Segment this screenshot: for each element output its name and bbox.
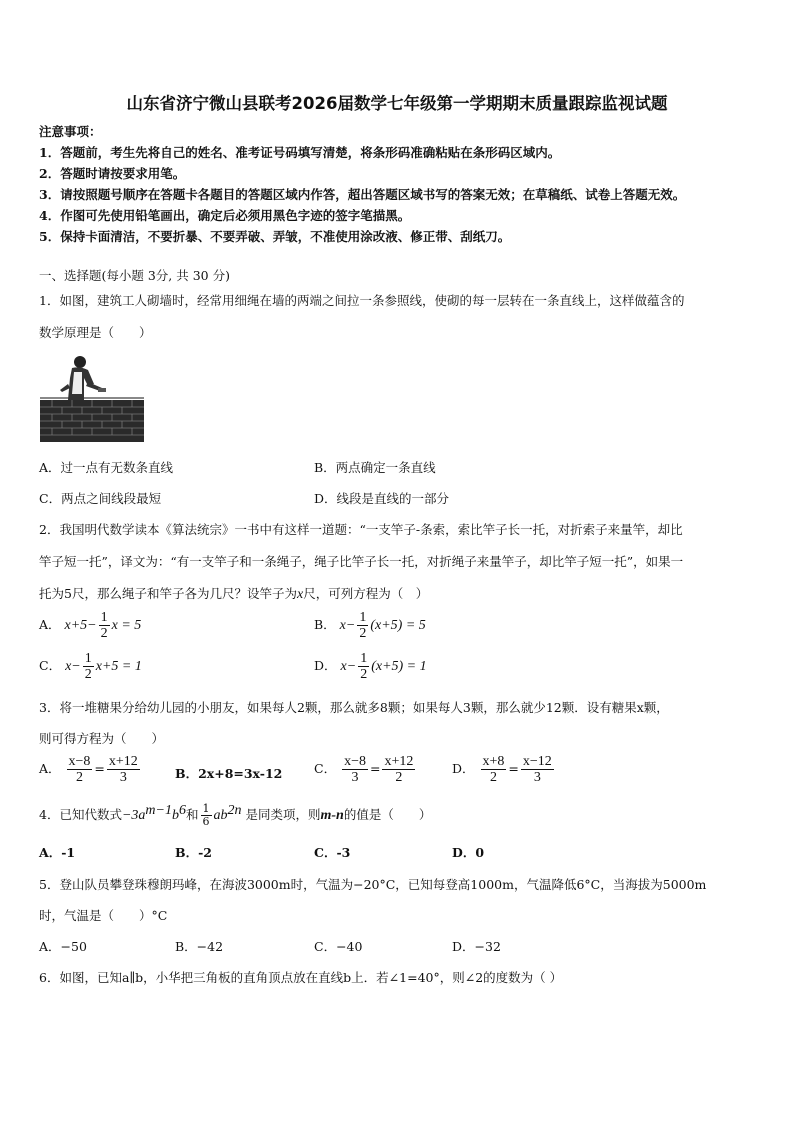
q3-option-a-label: A．	[39, 761, 61, 776]
q2-text-line3-a: 托为5尺，那么绳子和竿子各为几尺？设竿子为	[39, 586, 297, 601]
q2-option-a-pre: x+5−	[64, 618, 97, 633]
q4-frac-den: 6	[202, 815, 210, 829]
q2-option-b-pre: x−	[339, 618, 356, 633]
q3-d-eq: =	[508, 761, 519, 776]
q3-text-line2: 则可得方程为（ ）	[39, 731, 165, 746]
q3-text-line1: 3．将一堆糖果分给幼儿园的小朋友，如果每人2颗，那么就多8颗；如果每人3颗，那么就少12颗．设有糖果x颗，	[39, 700, 669, 715]
q5-option-a: A．−50	[39, 939, 87, 954]
q4-term2: ab	[213, 808, 228, 824]
q3-a-num2: x+12	[108, 754, 138, 769]
q2-option-a	[39, 610, 141, 641]
q5-option-b: B．−42	[175, 939, 224, 954]
q3-a-num1: x−8	[68, 754, 91, 769]
q2-a-frac-num: 1	[100, 610, 108, 625]
q4-and: 和	[185, 807, 199, 823]
section-heading: 一、选择题(每小题 3分, 共 30 分)	[39, 268, 230, 283]
q2-option-d-post: (x+5) = 1	[371, 659, 427, 674]
q2-option-b	[314, 610, 426, 641]
notice-item-4: 4．作图可先使用铅笔画出，确定后必须用黑色字迹的签字笔描黑。	[39, 208, 411, 223]
q2-option-d-label: D．	[314, 658, 337, 673]
q3-c-eq: =	[369, 761, 381, 776]
q4-text	[39, 803, 431, 828]
q3-a-den1: 2	[75, 770, 83, 785]
q5-option-d: D．−32	[452, 939, 501, 954]
q2-option-b-post: (x+5) = 5	[370, 618, 426, 633]
q2-option-d	[314, 651, 427, 682]
q4-term2-exp: 2n	[227, 803, 242, 818]
q4-term1: −3a	[121, 808, 146, 824]
notice-item-5: 5．保持卡面清洁，不要折暴、不要弄破、弄皱，不准使用涂改液、修正带、刮纸刀。	[39, 229, 511, 244]
notice-item-3: 3．请按照题号顺序在答题卡各题目的答题区域内作答，超出答题区域书写的答案无效；在草稿纸、试卷上答题无效。	[39, 187, 686, 202]
q5-text-line2: 时，气温是（ ）°C	[39, 908, 168, 923]
q2-option-b-label: B．	[314, 617, 336, 632]
q2-variable: x	[296, 587, 304, 602]
notice-item-1: 1．答题前，考生先将自己的姓名、准考证号码填写清楚，将条形码准确粘贴在条形码区域内。	[39, 145, 561, 160]
q4-term1-exp: m−1	[145, 803, 172, 818]
q2-option-c-post: x+5 = 1	[95, 659, 142, 674]
q2-option-d-pre: x−	[340, 659, 357, 674]
notice-heading: 注意事项：	[39, 124, 102, 139]
q2-text-line2: 竿子短一托”，译文为：“有一支竿子和一条绳子，绳子比竿子长一托，对折绳子来量竿子，却比竿子短一托”，如果一	[39, 554, 684, 569]
q3-d-den1: 2	[489, 770, 497, 785]
q3-option-c	[314, 754, 417, 785]
q3-d-num1: x+8	[482, 754, 505, 769]
q1-text-line2: 数学原理是（ ）	[39, 325, 152, 340]
q2-option-a-label: A．	[39, 617, 61, 632]
page-title: 山东省济宁微山县联考2026届数学七年级第一学期期末质量跟踪监视试题	[126, 94, 668, 113]
q3-option-b: B．2x+8=3x-12	[175, 766, 283, 781]
bricklayer-figure	[38, 354, 146, 444]
q3-c-num1: x−8	[344, 754, 366, 769]
q2-option-a-post: x = 5	[111, 618, 142, 633]
q4-option-d: D．0	[452, 845, 485, 860]
q4-option-c: C．-3	[314, 845, 351, 860]
q3-d-num2: x−12	[522, 754, 552, 769]
q4-frac-num: 1	[202, 802, 210, 816]
q1-option-c: C．两点之间线段最短	[39, 491, 162, 506]
q4-pre: 4．已知代数式	[39, 807, 122, 823]
q2-text-line3-b: 尺，可列方程为（ ）	[303, 586, 429, 601]
q2-b-frac-num: 1	[359, 610, 367, 625]
q2-text-line1: 2．我国明代数学读本《算法统宗》一书中有这样一道题：“一支竿子-条索，索比竿子长一托，对折索子来量竿，却比	[39, 522, 683, 537]
q3-option-d-label: D．	[452, 761, 475, 776]
q1-option-d: D．线段是直线的一部分	[314, 491, 450, 506]
q3-a-eq: =	[94, 761, 105, 776]
q5-option-c: C．−40	[314, 939, 363, 954]
q1-option-b: B．两点确定一条直线	[314, 460, 436, 475]
q2-c-frac-num: 1	[84, 651, 92, 666]
q4-mn: m-n	[320, 808, 344, 824]
q4-post2: 的值是（ ）	[343, 807, 432, 823]
q2-a-frac-den: 2	[100, 626, 108, 641]
q5-text-line1: 5．登山队员攀登珠穆朗玛峰，在海波3000m时，气温为−20°C，已知每登高1000m，气温降低6°C，当海拔为5000m	[39, 877, 707, 892]
q3-option-c-label: C．	[314, 761, 337, 776]
q2-option-c	[39, 651, 142, 682]
q6-text-line1: 6．如图，已知a∥b，小华把三角板的直角顶点放在直线b上．若∠1=40°，则∠2的度数为（ ）	[39, 970, 563, 985]
q4-term1-b: b	[171, 808, 179, 824]
notice-item-2: 2．答题时请按要求用笔。	[39, 166, 186, 181]
q1-option-a: A．过一点有无数条直线	[39, 460, 174, 475]
q2-c-frac-den: 2	[84, 667, 92, 682]
q2-d-frac-den: 2	[360, 667, 368, 682]
q3-d-den2: 3	[533, 770, 541, 785]
q3-c-den1: 3	[351, 770, 359, 785]
q2-option-c-pre: x−	[65, 659, 81, 674]
q2-d-frac-num: 1	[360, 651, 368, 666]
q2-b-frac-den: 2	[359, 626, 367, 641]
q4-option-b: B．-2	[175, 845, 212, 860]
q4-option-a: A．-1	[39, 845, 76, 860]
q3-c-num2: x+12	[384, 754, 414, 769]
q3-a-den2: 3	[119, 770, 127, 785]
q3-c-den2: 2	[395, 770, 403, 785]
q3-option-a	[39, 754, 142, 785]
q3-option-d	[452, 754, 556, 785]
q1-text-line1: 1．如图，建筑工人砌墙时，经常用细绳在墙的两端之间拉一条参照线，使砌的每一层转在一条直线上，这样做蕴含的	[39, 293, 685, 308]
q4-post: 是同类项，则	[245, 807, 321, 823]
q4-term1-b-exp: 6	[178, 803, 186, 818]
q2-text-line3	[39, 584, 428, 603]
q2-option-c-label: C．	[39, 658, 62, 673]
